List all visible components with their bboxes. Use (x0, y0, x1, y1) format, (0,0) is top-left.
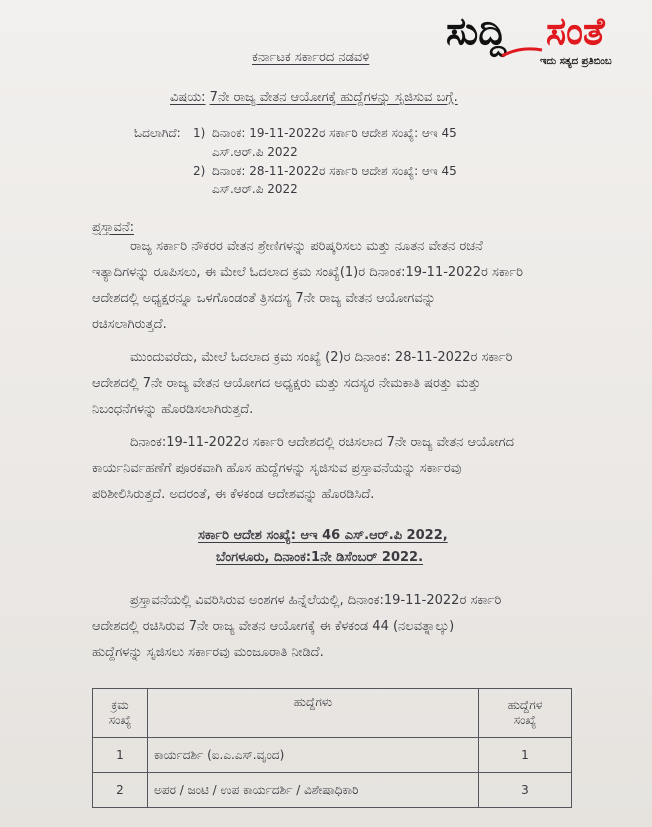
paragraph-line: ರಚಿಸಲಾಗಿರುತ್ತದೆ. (92, 317, 167, 332)
preamble-heading: ಪ್ರಸ್ತಾವನೆ: (92, 220, 134, 235)
reference-1-num: 1) (193, 126, 206, 140)
table-row (93, 738, 572, 773)
row-count: 3 (479, 773, 572, 808)
paragraph-line: ಹುದ್ದೆಗಳನ್ನು ಸೃಜಿಸಲು ಸರ್ಕಾರವು ಮಂಜೂರಾತಿ ನೀಡಿದೆ. (92, 645, 324, 660)
order-number: ಸರ್ಕಾರಿ ಆದೇಶ ಸಂಖ್ಯೆ: ಆಇ 46 ಎಸ್.ಆರ್.ಪಿ 2022, (198, 528, 448, 543)
reference-1-line1: ದಿನಾಂಕ: 19-11-2022ರ ಸರ್ಕಾರಿ ಆದೇಶ ಸಂಖ್ಯೆ: ಆಇ 45 (212, 126, 457, 140)
row-count: 1 (479, 738, 572, 773)
logo-word-2: ಸಂತೆ (546, 9, 605, 53)
subject-text: 7ನೇ ರಾಜ್ಯ ವೇತನ ಆಯೋಗಕ್ಕೆ ಹುದ್ದೆಗಳನ್ನು ಸೃಜಿಸುವ ಬಗ್ಗೆ. (209, 90, 458, 105)
paragraph-line: ಆದೇಶದಲ್ಲಿ 7ನೇ ರಾಜ್ಯ ವೇತನ ಆಯೋಗದ ಅಧ್ಯಕ್ಷರು ಮತ್ತು ಸದಸ್ಯರ ನೇಮಕಾತಿ ಷರತ್ತು ಮತ್ತು (92, 376, 481, 391)
paragraph-line: ಆದೇಶದಲ್ಲಿ ಅಧ್ಯಕ್ಷರನ್ನೂ ಒಳಗೊಂಡಂತೆ ತ್ರಿಸದಸ್ಯ 7ನೇ ರಾಜ್ಯ ವೇತನ ಆಯೋಗವನ್ನು (92, 291, 436, 306)
subject-label: ವಿಷಯ: (170, 90, 206, 105)
paragraph-line: ರಾಜ್ಯ ಸರ್ಕಾರಿ ನೌಕರರ ವೇತನ ಶ್ರೇಣಿಗಳನ್ನು ಪರಿಷ್ಕರಿಸಲು ಮತ್ತು ನೂತನ ವೇತನ ರಚನೆ (130, 239, 483, 254)
row-post: ಅಪರ / ಜಂಟಿ / ಉಪ ಕಾರ್ಯದರ್ಶಿ / ವಿಶೇಷಾಧಿಕಾರಿ (148, 773, 479, 808)
row-serial: 1 (93, 738, 148, 773)
preamble-paragraph-1 (92, 234, 523, 338)
preamble-paragraph-3 (92, 430, 514, 508)
header-posts: ಹುದ್ದೆಗಳು (148, 689, 479, 738)
paragraph-line: ಇತ್ಯಾದಿಗಳನ್ನು ರೂಪಿಸಲು, ಈ ಮೇಲೆ ಓದಲಾದ ಕ್ರಮ ಸಂಖ್ಯೆ(1)ರ ದಿನಾಂಕ:19-11-2022ರ ಸರ್ಕಾರಿ (92, 265, 523, 280)
paragraph-line: ಪ್ರಸ್ತಾವನೆಯಲ್ಲಿ ವಿವರಿಸಿರುವ ಅಂಶಗಳ ಹಿನ್ನೆಲೆಯಲ್ಲಿ, ದಿನಾಂಕ:19-11-2022ರ ಸರ್ಕಾರಿ (130, 593, 502, 608)
order-place-date: ಬೆಂಗಳೂರು, ದಿನಾಂಕ:1ನೇ ಡಿಸೆಂಬರ್ 2022. (216, 550, 424, 565)
header-post-count: ಹುದ್ದೆಗಳ ಸಂಖ್ಯೆ (479, 689, 572, 738)
row-serial: 2 (93, 773, 148, 808)
paragraph-line: ದಿನಾಂಕ:19-11-2022ರ ಸರ್ಕಾರಿ ಆದೇಶದಲ್ಲಿ ರಚಿಸಲಾದ 7ನೇ ರಾಜ್ಯ ವೇತನ ಆಯೋಗದ (130, 435, 514, 450)
table-row (93, 773, 572, 808)
header-serial-no: ಕ್ರಮ ಸಂಖ್ಯೆ (93, 689, 148, 738)
reference-2-line2: ಎಸ್.ಆರ್.ಪಿ 2022 (212, 182, 298, 196)
preamble-paragraph-2 (92, 345, 512, 423)
page-title: ಕರ್ನಾಟಕ ಸರ್ಕಾರದ ನಡವಳಿ (252, 50, 370, 65)
reference-1-line2: ಎಸ್.ಆರ್.ಪಿ 2022 (212, 145, 298, 159)
logo-word-1: ಸುದ್ದಿ (446, 9, 507, 53)
paragraph-line: ನಿಬಂಧನೆಗಳನ್ನು ಹೊರಡಿಸಲಾಗಿರುತ್ತದೆ. (92, 402, 254, 417)
posts-table (92, 688, 572, 808)
paragraph-line: ಕಾರ್ಯನಿರ್ವಹಣೆಗೆ ಪೂರಕವಾಗಿ ಹೊಸ ಹುದ್ದೆಗಳನ್ನು ಸೃಜಿಸುವ ಪ್ರಸ್ತಾವನೆಯನ್ನು ಸರ್ಕಾರವು (92, 461, 462, 476)
references-label: ಓದಲಾಗಿದೆ: (134, 126, 181, 140)
paragraph-line: ಪರಿಶೀಲಿಸಿರುತ್ತದೆ. ಅದರಂತೆ, ಈ ಕೆಳಕಂಡ ಆದೇಶವನ್ನು ಹೊರಡಿಸಿದೆ. (92, 487, 375, 502)
logo-tagline: ಇದು ಸತ್ಯದ ಪ್ರತಿಬಿಂಬ (540, 56, 612, 67)
reference-2-line1: ದಿನಾಂಕ: 28-11-2022ರ ಸರ್ಕಾರಿ ಆದೇಶ ಸಂಖ್ಯೆ: ಆಇ 45 (212, 164, 457, 178)
reference-2-num: 2) (193, 164, 206, 178)
subject-line (170, 90, 458, 105)
table-header-row (93, 689, 572, 738)
paragraph-line: ಆದೇಶದಲ್ಲಿ ರಚಿಸಿರುವ 7ನೇ ರಾಜ್ಯ ವೇತನ ಆಯೋಗಕ್ಕೆ ಈ ಕೆಳಕಂಡ 44 (ನಲವತ್ನಾಲ್ಕು) (92, 619, 455, 634)
paragraph-line: ಮುಂದುವರೆದು, ಮೇಲೆ ಓದಲಾದ ಕ್ರಮ ಸಂಖ್ಯೆ (2)ರ ದಿನಾಂಕ: 28-11-2022ರ ಸರ್ಕಾರಿ (130, 350, 513, 365)
order-body (92, 588, 501, 666)
row-post: ಕಾರ್ಯದರ್ಶಿ (ಐ.ಎ.ಎಸ್.ವೃಂದ) (148, 738, 479, 773)
news-logo (444, 8, 646, 72)
logo-swoosh-icon (500, 44, 544, 60)
